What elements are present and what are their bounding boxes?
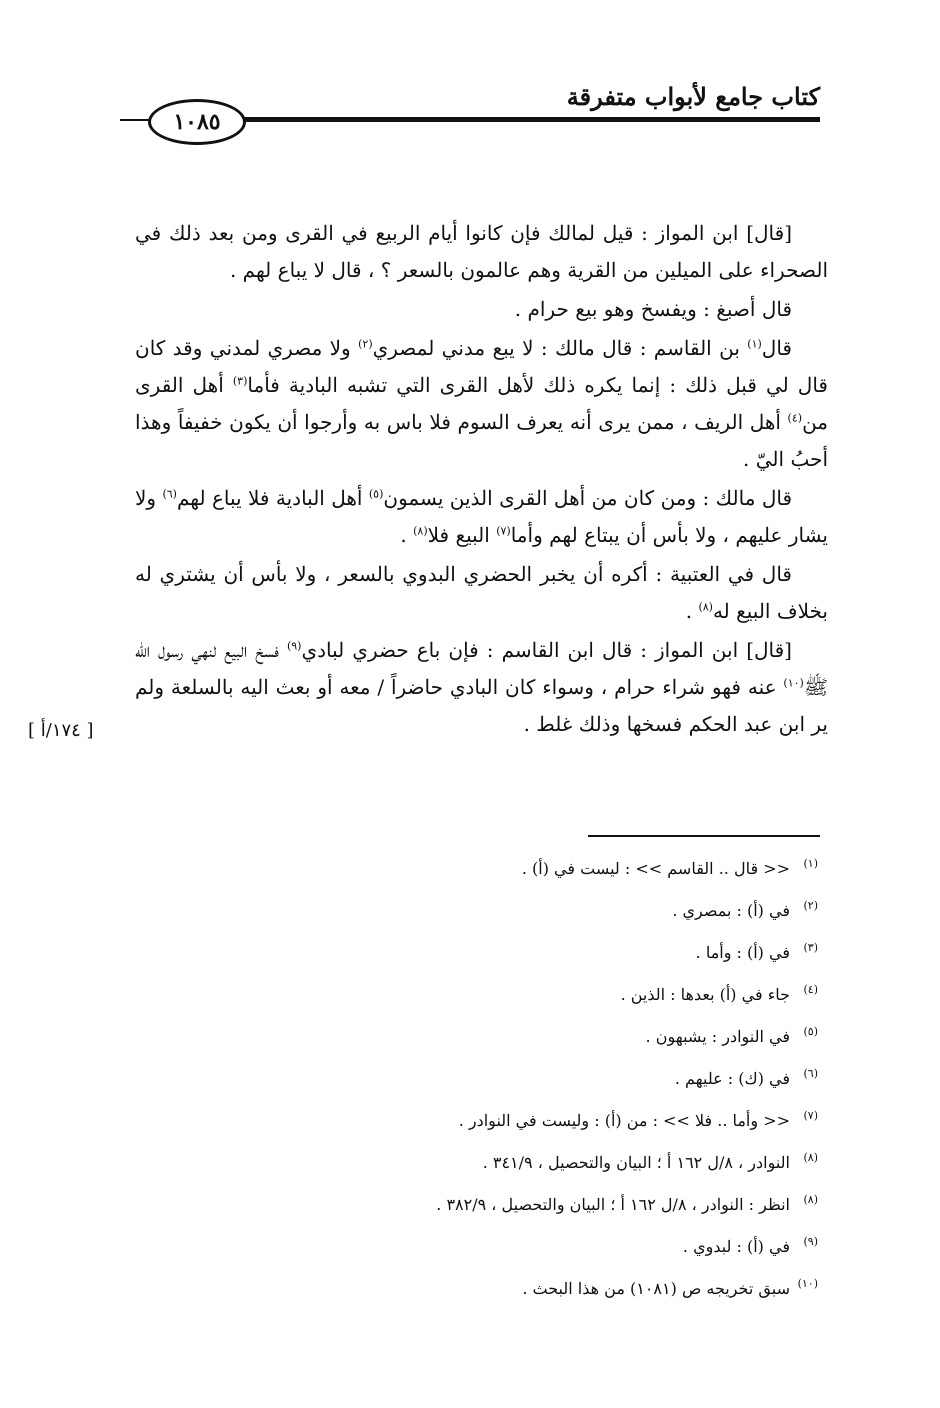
- footnote-item: [198, 855, 818, 897]
- paragraph: [135, 330, 828, 478]
- footnote-number: (٦): [803, 1067, 818, 1080]
- footnote-text: << قال .. القاسم >> : ليست في (أ) .: [521, 859, 790, 878]
- footnote-ref: (٨): [413, 524, 428, 538]
- paragraph: [135, 215, 828, 289]
- paragraph-text: .: [400, 523, 414, 547]
- footnote-number: (٧): [803, 1109, 818, 1122]
- footnote-ref: (٦): [162, 487, 177, 501]
- footnote-text: في (أ) : وأما .: [695, 943, 790, 962]
- paragraph-text: [قال] ابن المواز : قيل لمالك فإن كانوا أيام الربيع في القرى ومن بعد ذلك في الصحراء على الميلين من القرية وهم عالمون بالسعر ؟ ، قال لا يباع لهم .: [135, 221, 828, 282]
- footnote-number: (٥): [803, 1025, 818, 1038]
- footnote-ref: (٨): [698, 600, 713, 614]
- paragraph-text: بن القاسم : قال مالك : لا يبع مدني لمصري: [372, 336, 748, 360]
- paragraph-text: أهل الريف ، ممن يرى أنه يعرف السوم فلا باس به وأرجوا أن يكون خفيفاً وهذا أحبُ اليّ .: [135, 410, 828, 471]
- footnote-item: [198, 1191, 818, 1233]
- paragraph-text: [قال] ابن المواز : قال ابن القاسم : فإن باع حضري لبادي: [301, 638, 792, 662]
- footnote-ref: (١٠): [783, 676, 804, 690]
- page-header: [0, 0, 940, 140]
- footnote-ref: (٤): [787, 411, 803, 425]
- paragraph-text: .: [685, 599, 699, 623]
- paragraph-text: قال في العتبية : أكره أن يخبر الحضري البدوي بالسعر ، ولا بأس أن يشتري له بخلاف البيع له: [135, 562, 828, 623]
- paragraph: [135, 632, 828, 743]
- footnote-text: جاء في (أ) بعدها : الذين .: [620, 985, 790, 1004]
- main-text: [135, 215, 828, 745]
- footnotes: [198, 855, 818, 1317]
- footnote-text: في (أ) : لبدوي .: [682, 1237, 790, 1256]
- footnote-text: في (ك) : عليهم .: [674, 1069, 790, 1088]
- footnote-ref: (٣): [232, 374, 248, 388]
- footnote-ref: (٧): [496, 524, 511, 538]
- footnote-number: (٢): [803, 899, 818, 912]
- footnote-item: [198, 1233, 818, 1275]
- footnote-item: [198, 939, 818, 981]
- paragraph-text: ولا مصري لمدني وقد كان قال لي قبل ذلك : إنما يكره ذلك لأهل القرى التي تشبه البادية فأما: [135, 336, 828, 397]
- footnote-number: (١): [803, 857, 818, 870]
- footnote-item: [198, 981, 818, 1023]
- paragraph-text: فسخ البيع لنهي رسول الله ﷺ: [135, 638, 828, 699]
- paragraph-text: ولا يشار عليهم ، ولا بأس أن يبتاع لهم وأما: [135, 486, 828, 547]
- footnote-number: (١٠): [797, 1277, 818, 1290]
- footnote-item: [198, 1065, 818, 1107]
- footnote-ref: (٩): [286, 639, 302, 653]
- paragraph: [135, 556, 828, 630]
- footnote-item: [198, 1149, 818, 1191]
- footnote-number: (٨): [803, 1151, 818, 1164]
- footnote-item: [198, 1275, 818, 1317]
- paragraph-text: عنه فهو شراء حرام ، وسواء كان البادي حاضراً / معه أو بعث اليه بالسلعة ولم ير ابن عبد الحكم فسخها وذلك غلط .: [135, 675, 828, 736]
- footnote-text: في (أ) : بمصري .: [672, 901, 790, 920]
- paragraph-text: قال أصبغ : ويفسخ وهو بيع حرام .: [514, 297, 792, 321]
- footnote-text: انظر : النوادر ، ٨/ل ١٦٢ أ ؛ البيان والتحصيل ، ٣٨٢/٩ .: [436, 1195, 790, 1214]
- paragraph: [135, 480, 828, 554]
- footnote-item: [198, 1023, 818, 1065]
- margin-folio-reference: [ ١٧٤/أ ]: [28, 720, 94, 741]
- page-number: ١٠٨٥: [148, 99, 246, 145]
- paragraph-text: أهل القرى من: [135, 373, 828, 434]
- footnote-item: [198, 897, 818, 939]
- header-rule: [210, 117, 820, 122]
- footnote-number: (٩): [803, 1235, 818, 1248]
- footnote-ref: (٢): [358, 337, 373, 351]
- paragraph: [135, 291, 828, 328]
- running-title: كتاب جامع لأبواب متفرقة: [566, 82, 820, 111]
- footnote-text: في النوادر : يشبهون .: [645, 1027, 790, 1046]
- paragraph-text: البيع فلا: [427, 523, 497, 547]
- footnote-number: (٤): [803, 983, 818, 996]
- footnote-text: سبق تخريجه ص (١٠٨١) من هذا البحث .: [522, 1279, 790, 1298]
- footnote-number: (٨): [803, 1193, 818, 1206]
- footnote-text: النوادر ، ٨/ل ١٦٢ أ ؛ البيان والتحصيل ، ٣٤١/٩ .: [482, 1153, 790, 1172]
- footnote-separator: [588, 835, 820, 837]
- footnote-text: << وأما .. فلا >> : من (أ) : وليست في النوادر .: [458, 1111, 790, 1130]
- paragraph-text: أهل البادية فلا يباع لهم: [176, 486, 369, 510]
- footnote-number: (٣): [803, 941, 818, 954]
- footnote-ref: (١): [747, 337, 762, 351]
- paragraph-text: قال: [761, 336, 792, 360]
- footnote-ref: (٥): [368, 487, 384, 501]
- paragraph-text: قال مالك : ومن كان من أهل القرى الذين يسمون: [383, 486, 793, 510]
- footnote-item: [198, 1107, 818, 1149]
